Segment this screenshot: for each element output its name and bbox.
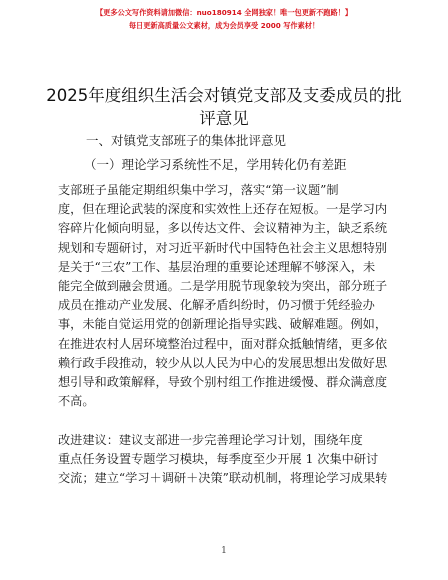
paragraph-line: 规划和专题研讨，对习近平新时代中国特色社会主义思想特别 bbox=[58, 240, 388, 255]
paragraph-line: 重点任务设置专题学习模块，每季度至少开展 1 次集中研讨 bbox=[58, 452, 379, 467]
paragraph-line: 改进建议：建议支部进一步完善理论学习计划，围绕年度 bbox=[58, 433, 363, 447]
body-paragraph-2 bbox=[58, 431, 389, 489]
subsection-heading: （一）理论学习系统性不足，学用转化仍有差距 bbox=[84, 157, 347, 172]
paragraph-line: 是关于“三农”工作、基层治理的重要论述理解不够深入，未 bbox=[58, 259, 376, 274]
paragraph-line: 赖行政手段推动，较少从以人民为中心的发展思想出发做好思 bbox=[58, 355, 388, 370]
page-number: 1 bbox=[221, 546, 227, 556]
paragraph-line: 容碎片化倾向明显，多以传达文件、会议精神为主，缺乏系统 bbox=[58, 221, 388, 236]
paragraph-line: 在推进农村人居环境整治过程中，面对群众抵触情绪，更多依 bbox=[58, 336, 388, 351]
paragraph-line: 度，但在理论武装的深度和实效性上还存在短板。一是学习内 bbox=[58, 202, 388, 217]
paragraph-line: 不高。 bbox=[58, 394, 95, 409]
promo-banner-line2: 每日更新高质量公文素材，成为会员享受 2000 写作素材！ bbox=[128, 21, 320, 30]
section-heading: 一、对镇党支部班子的集体批评意见 bbox=[86, 133, 287, 148]
promo-banner-line1: 【更多公文写作资料请加微信：nuo180914 全网独家！唯一包更新不跑路！】 bbox=[95, 8, 353, 17]
promo-banner bbox=[0, 6, 448, 32]
document-title: 2025年度组织生活会对镇党支部及支委成员的批评意见 bbox=[46, 86, 402, 128]
paragraph-line: 能完全做到融会贯通。二是学用脱节现象较为突出，部分班子 bbox=[58, 279, 388, 294]
paragraph-line: 成员在推动产业发展、化解矛盾纠纷时，仍习惯于凭经验办 bbox=[58, 298, 375, 313]
paragraph-line: 支部班子虽能定期组织集中学习，落实“第一议题”制 bbox=[58, 183, 339, 197]
paragraph-line: 想引导和政策解释，导致个别村组工作推进缓慢、群众满意度 bbox=[58, 375, 388, 390]
body-paragraph-1 bbox=[58, 181, 389, 411]
paragraph-line: 事，未能自觉运用党的创新理论指导实践、破解难题。例如， bbox=[58, 317, 388, 332]
paragraph-line: 交流；建立“学习＋调研＋决策”联动机制，将理论学习成果转 bbox=[58, 471, 388, 486]
